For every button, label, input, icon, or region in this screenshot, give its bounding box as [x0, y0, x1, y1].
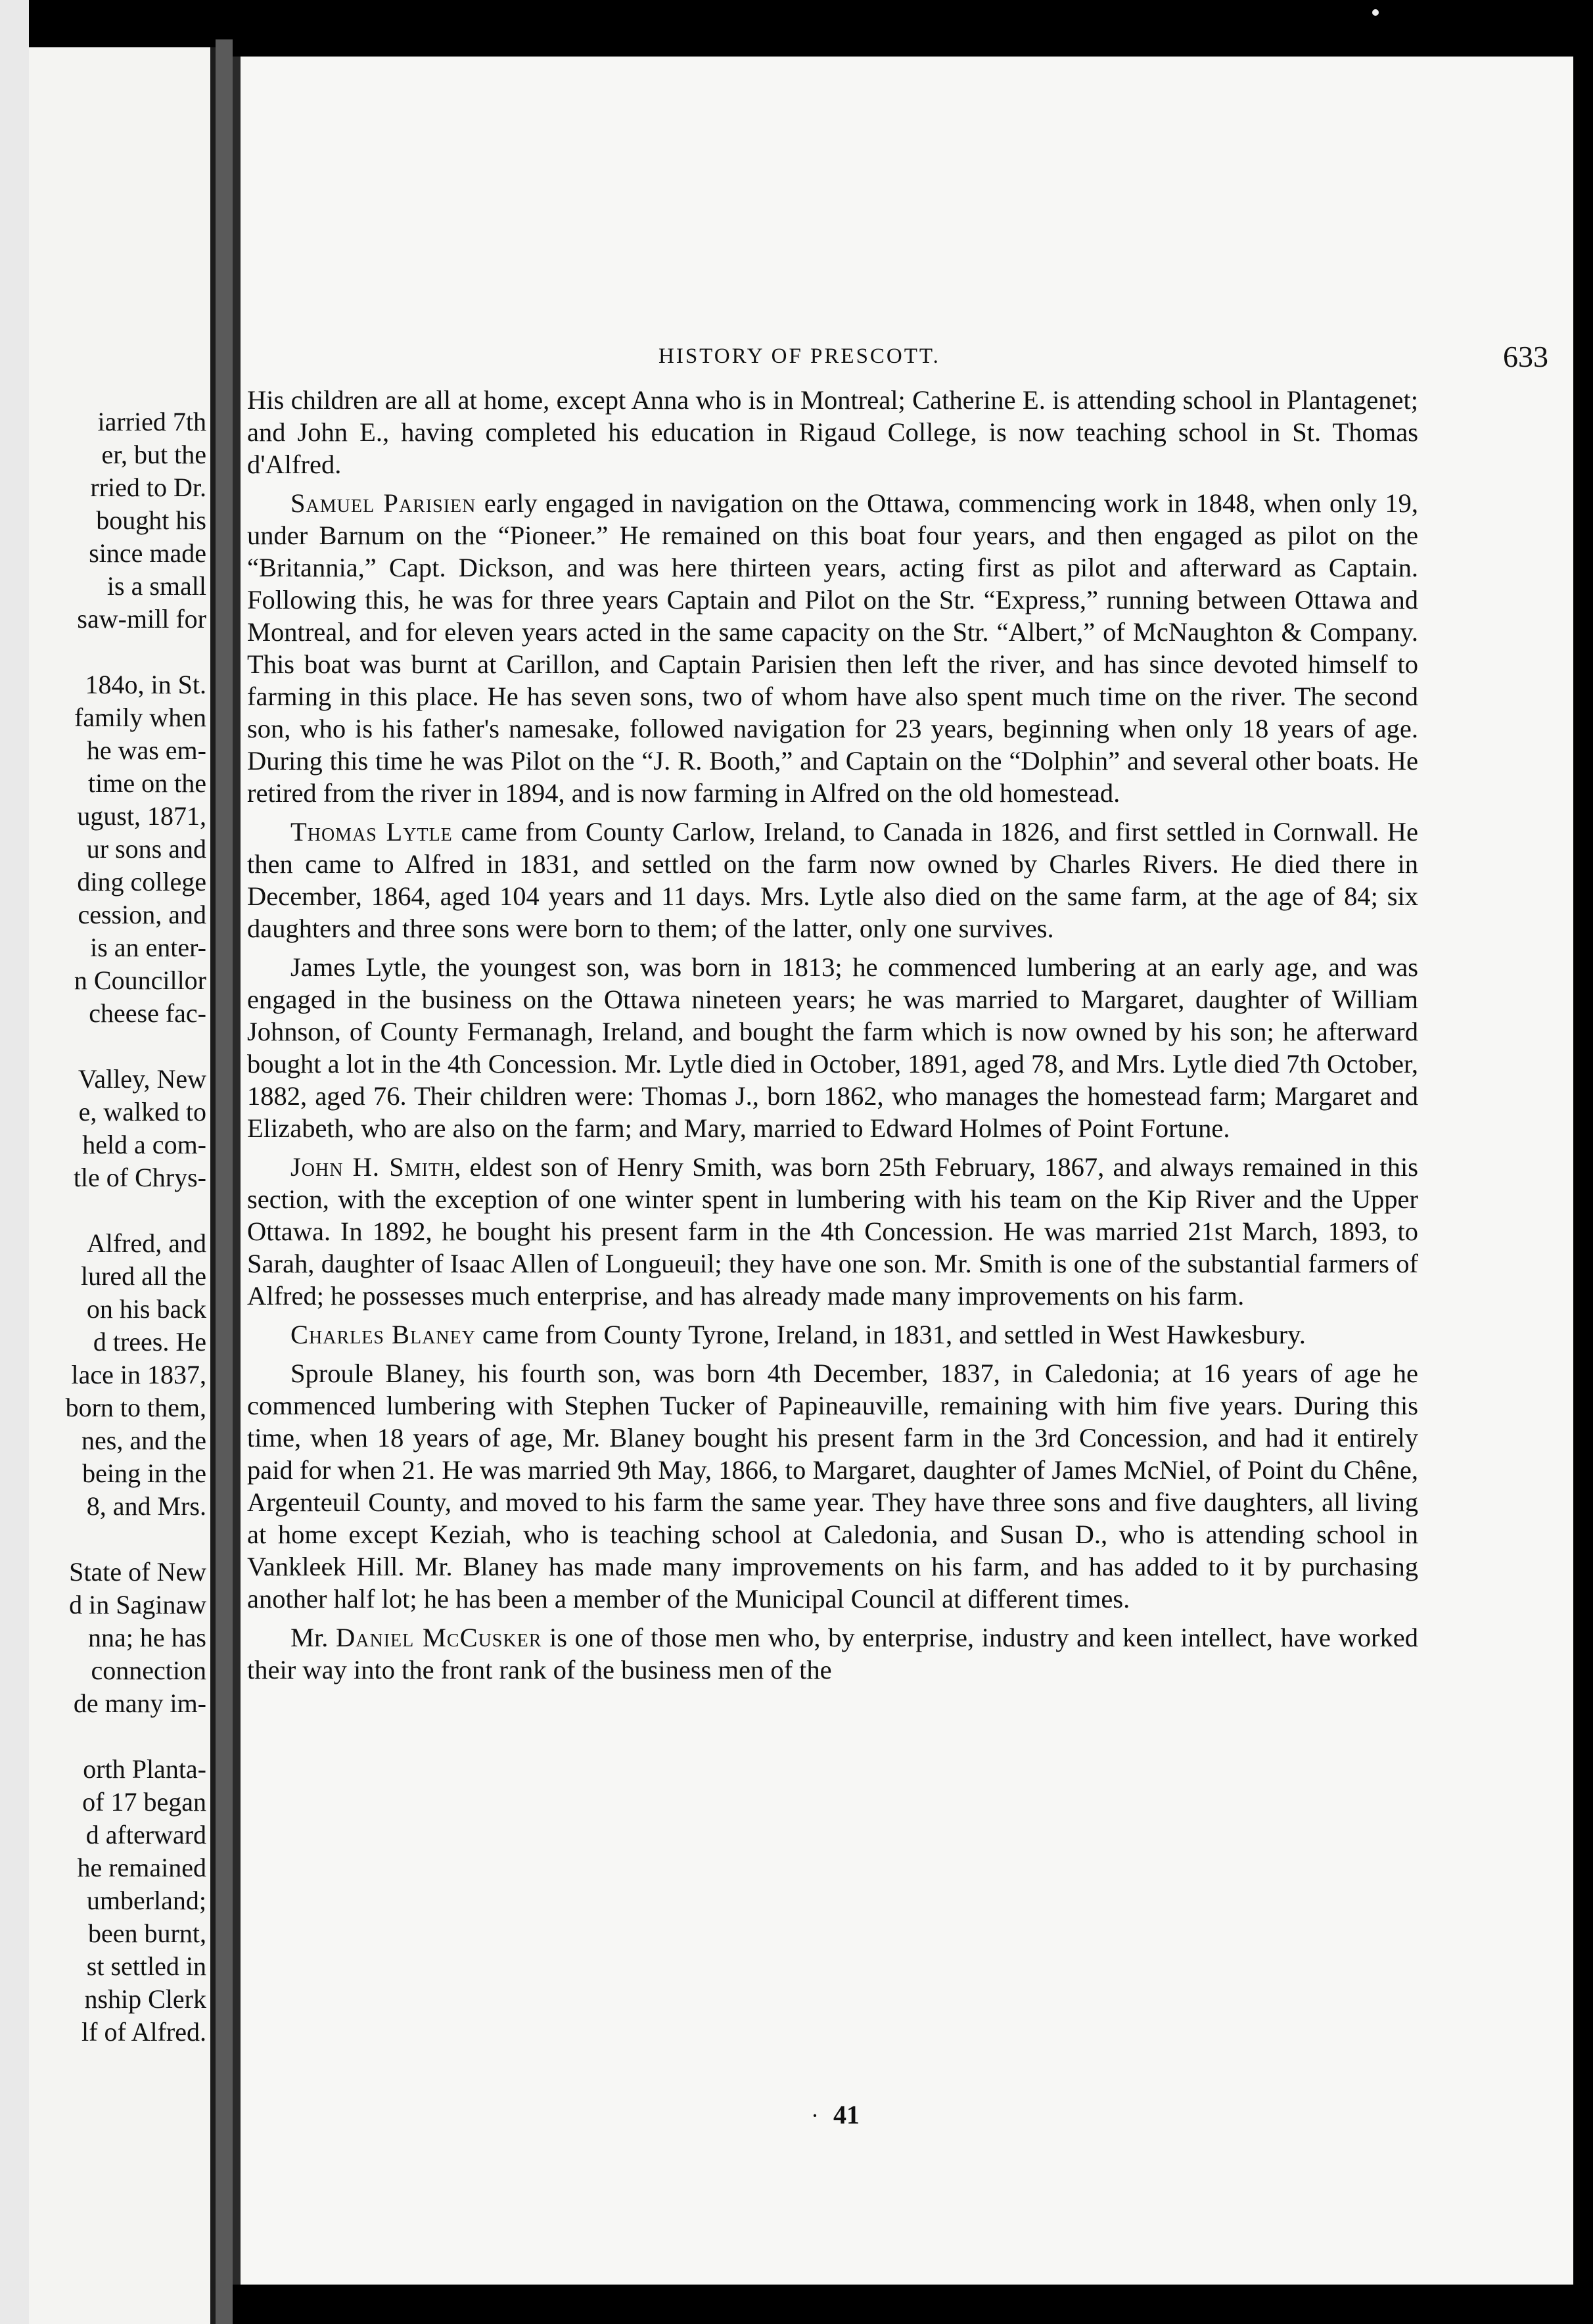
- paragraph-daniel-mccusker: [247, 1621, 1418, 1686]
- scan-speck: [1372, 9, 1379, 16]
- left-page-line: is an enter-: [90, 933, 206, 962]
- left-page-line: nes, and the: [81, 1426, 206, 1455]
- left-page-line: iarried 7th: [97, 407, 206, 436]
- paragraph-sproule-blaney: Sproule Blaney, his fourth son, was born 4th December, 1837, in Caledonia; at 16 years of age he commenced lumbering with Stephen Tucker of Papineauville, remaining with him five years. During this time, when 18 years of age, Mr. Blaney bought his present farm in the 3rd Concession, and had it entirely paid for when 21. He was married 9th May, 1866, to Margaret, daughter of James McNiel, of Point du Chêne, Argenteuil County, and moved to his farm the same year. They have three sons and five daughters, all living at home except Keziah, who is teaching school at Caledonia, and Susan D., who is attending school in Vankleek Hill. Mr. Blaney has made many improvements on his farm, and has added to it by purchasing another half lot; he has been a member of the Municipal Council at different times.: [247, 1359, 1418, 1614]
- left-page-line: connection: [91, 1656, 206, 1685]
- left-page-line: he was em-: [86, 736, 206, 765]
- left-page-line: being in the: [82, 1459, 206, 1488]
- left-page-line: on his back: [86, 1295, 206, 1324]
- paragraph-samuel-parisien: [247, 487, 1418, 809]
- left-page-fragment: [29, 47, 216, 2324]
- left-page-line: d in Saginaw: [69, 1591, 206, 1619]
- paragraph-thomas-lytle: [247, 816, 1418, 944]
- left-page-line: born to them,: [65, 1393, 206, 1422]
- paragraph-text: came from County Tyrone, Ireland, in 1831, and settled in West Hawkesbury.: [475, 1320, 1306, 1349]
- person-name: Charles Blaney: [290, 1320, 476, 1349]
- left-page-line: er, but the: [101, 440, 206, 469]
- left-page-line: nship Clerk: [84, 1985, 206, 2014]
- left-page-line: Alfred, and: [86, 1229, 206, 1258]
- left-page-line: 184o, in St.: [85, 670, 206, 699]
- person-name: Samuel Parisien: [290, 488, 476, 518]
- running-header: [233, 339, 1573, 379]
- left-page-line: lf of Alfred.: [81, 2018, 206, 2047]
- left-page-line: cheese fac-: [89, 999, 206, 1028]
- left-page-line: family when: [74, 703, 206, 732]
- left-page-line: 8, and Mrs.: [86, 1492, 206, 1521]
- paragraph-charles-blaney: [247, 1318, 1418, 1351]
- left-page-line: time on the: [88, 769, 206, 798]
- paragraph-james-lytle: James Lytle, the youngest son, was born in 1813; he commenced lumbering at an early age, and was engaged in the business on the Ottawa nineteen years; he was married to Margaret, daughter of William Johnson, of County Fermanagh, Ireland, and bought the farm which is now owned by his son; he afterward bought a lot in the 4th Concession. Mr. Lytle died in October, 1891, aged 78, and Mrs. Lytle died 7th October, 1882, aged 76. Their children were: Thomas J., born 1862, who manages the homestead farm; Margaret and Elizabeth, who are also on the farm; and Mary, married to Edward Holmes of Point Fortune.: [247, 952, 1418, 1143]
- left-page-line: held a com-: [82, 1130, 206, 1159]
- page-number: 633: [1503, 340, 1548, 373]
- left-page-line: ugust, 1871,: [77, 802, 206, 831]
- left-page-line: d afterward: [85, 1821, 206, 1849]
- body-text: [247, 384, 1418, 1692]
- printer-dot: ·: [811, 2103, 819, 2129]
- left-page-line: st settled in: [86, 1952, 206, 1981]
- left-page-line: since made: [89, 539, 206, 568]
- left-page-line: ding college: [77, 868, 206, 896]
- person-name: Daniel McCusker: [336, 1623, 542, 1652]
- left-page-line: is a small: [106, 572, 206, 601]
- paragraph-john-smith: [247, 1151, 1418, 1312]
- paragraph-prefix: Mr.: [290, 1623, 336, 1652]
- left-page-line: nna; he has: [88, 1623, 206, 1652]
- running-title: HISTORY OF PRESCOTT.: [658, 344, 940, 368]
- left-page-line: d trees. He: [93, 1328, 206, 1357]
- paragraph-text: is one of those men who, by enterprise, industry and keen intellect, have worked their way into the front rank of the business men of the: [247, 1623, 1419, 1685]
- left-page-line: bought his: [96, 506, 206, 535]
- person-name: John H. Smith: [290, 1152, 455, 1182]
- paragraph-text: came from County Carlow, Ireland, to Canada in 1826, and first settled in Cornwall. He then came to Alfred in 1831, and settled on the farm now owned by Charles Rivers. He died there in December, 1864, aged 104 years and 11 days. Mrs. Lytle also died on the same farm, at the age of 84; six daughters and three sons were born to them; of the latter, only one survives.: [247, 817, 1419, 943]
- person-name: Thomas Lytle: [290, 817, 453, 847]
- left-page-line: saw-mill for: [77, 605, 206, 634]
- left-page-line: tle of Chrys-: [73, 1163, 206, 1192]
- scanner-border: [0, 0, 29, 2324]
- left-page-line: Valley, New: [78, 1065, 206, 1094]
- left-page-line: of 17 began: [82, 1788, 206, 1817]
- left-page-line: orth Planta-: [83, 1755, 206, 1784]
- left-page-line: ur sons and: [86, 835, 206, 864]
- left-page-line: lace in 1837,: [71, 1360, 206, 1389]
- left-page-line: lured all the: [80, 1262, 206, 1291]
- left-page-line: State of New: [69, 1558, 206, 1587]
- paragraph-text: , eldest son of Henry Smith, was born 25th February, 1867, and always remained in this section, with the exception of one winter spent in lumbering with his team on the Kip River and the Upper Ottawa. In 1892, he bought his present farm in the 4th Concession. He was married 21st March, 1893, to Sarah, daughter of Isaac Allen of Longueuil; they have one son. Mr. Smith is one of the substantial farmers of Alfred; he possesses much enterprise, and has already made many improvements on his farm.: [247, 1152, 1418, 1311]
- left-page-line: e, walked to: [78, 1098, 206, 1127]
- paragraph-children: His children are all at home, except Anna who is in Montreal; Catherine E. is attending school in Plantagenet; and John E., having completed his education in Rigaud College, is now teaching school in St. Thomas d'Alfred.: [247, 385, 1418, 479]
- left-page-line: been burnt,: [88, 1919, 206, 1948]
- signature-mark: 41: [833, 2100, 860, 2129]
- main-page: [233, 57, 1573, 2285]
- left-page-line: n Councillor: [74, 966, 206, 995]
- book-gutter: [216, 39, 233, 2324]
- left-page-line: cession, and: [78, 900, 206, 929]
- paragraph-text: early engaged in navigation on the Ottawa, commencing work in 1848, when only 19, under Barnum on the “Pioneer.” He remained on this boat four years, and then engaged as pilot on the “Britannia,” Capt. Dickson, and was here thirteen years, acting first as pilot and afterward as Captain. Following this, he was for three years Captain and Pilot on the Str. “Express,” running between Ottawa and Montreal, and for eleven years acted in the same capacity on the Str. “Albert,” of McNaughton & Company. This boat was burnt at Carillon, and Captain Parisien then left the river, and has since devoted himself to farming in this place. He has seven sons, two of whom have also spent much time on the river. The second son, who is his father's namesake, followed navigation for 23 years, beginning when only 18 years of age. During this time he was Pilot on the “J. R. Booth,” and Captain on the “Dolphin” and several other boats. He retired from the river in 1894, and is now farming in Alfred on the old homestead.: [247, 488, 1418, 808]
- left-page-line: rried to Dr.: [90, 473, 206, 502]
- left-page-line: umberland;: [86, 1886, 206, 1915]
- left-page-line: he remained: [77, 1853, 206, 1882]
- left-page-line: de many im-: [73, 1689, 206, 1718]
